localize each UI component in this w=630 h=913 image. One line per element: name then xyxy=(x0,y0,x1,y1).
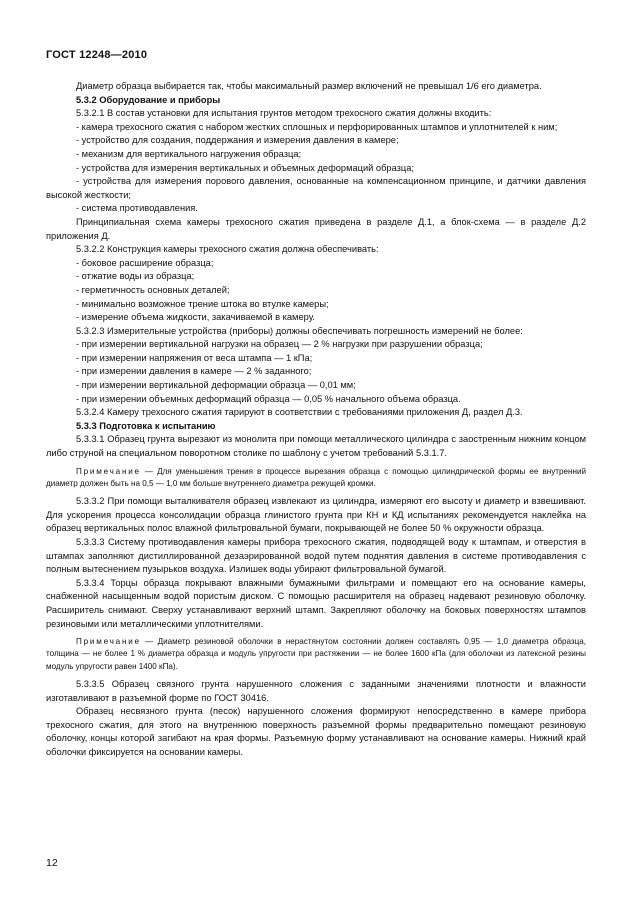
note-text: — Диаметр резиновой оболочки в нерастянутом состоянии должен составлять 0,95 — 1,0 диаметра образца, толщина — не более 1 % диаметра образца и модуль упругости при растяжении — не более 1600 кПа (для оболочки из латексной резины модуль упругости равен 1400 кПа). xyxy=(46,637,586,671)
list-item: - при измерении объемных деформаций образца — 0,05 % начального объема образца. xyxy=(76,393,461,404)
paragraph: Диаметр образца выбирается так, чтобы максимальный размер включений не превышал 1/6 его диаметра. xyxy=(76,81,542,91)
page-number: 12 xyxy=(46,857,58,869)
paragraph: 5.3.2.2 Конструкция камеры трехосного сжатия должна обеспечивать: xyxy=(76,244,379,255)
section-heading: 5.3.3 Подготовка к испытанию xyxy=(76,420,216,431)
paragraph: 5.3.3.1 Образец грунта вырезают из монолита при помощи металлического цилиндра с заостренным нижним концом либо струной на специальном поворотном столике по шаблону с учетом требований 5.3.1.7. xyxy=(46,434,586,459)
list-item: - система противодавления. xyxy=(76,203,198,214)
section-heading: 5.3.2 Оборудование и приборы xyxy=(76,94,221,105)
list-item: - при измерении вертикальной деформации образца — 0,01 мм; xyxy=(76,380,356,391)
list-item: - измерение объема жидкости, закачиваемой в камеру. xyxy=(76,312,315,323)
paragraph: 5.3.3.4 Торцы образца покрывают влажными бумажными фильтрами и помещают его на основание камеры, снабженной насыщенным водой пористым диском. С помощью расширителя на образец надевают резиновую оболочку. Расширитель снимают. Сверху устанавливают верхний штамп. Закрепляют оболочку на боковых поверхностях штампов резиновыми или металлическими уплотнителями. xyxy=(46,577,586,629)
document-header: ГОСТ 12248—2010 xyxy=(46,49,148,61)
paragraph: Образец несвязного грунта (песок) нарушенного сложения формируют непосредственно в камере прибора трехосного сжатия, для этого на внутреннюю поверхность разъемной формы предварительно помещают резиновую оболочку, концы которой загибают на края формы. Разъемную форму устанавливают на основание камеры. Нижний край оболочки фиксируется на основании камеры. xyxy=(46,706,586,758)
list-item: - механизм для вертикального нагружения образца; xyxy=(76,148,302,159)
list-item: - минимально возможное трение штока во втулке камеры; xyxy=(76,298,329,309)
paragraph: 5.3.3.3 Систему противодавления камеры прибора трехосного сжатия, подводящей воду к штампам, и отверстия в штампах заполняют дистиллированной дезаэрированной водой путем поднятия давления в системе противодавления с полным вытеснением пузырьков воздуха. Излишек воды убирают фильтровальной бумагой. xyxy=(46,537,586,575)
note-text: — Для уменьшения трения в процессе вырезания образца с помощью цилиндрической формы ее внутренний диаметр должен быть на 0,5 — 1,0 мм больше внутреннего диаметра режущей кромки. xyxy=(46,466,586,488)
list-item: - устройства для измерения порового давления, основанные на компенсационном принципе, и датчики давления высокой жесткости; xyxy=(46,176,586,200)
list-item: - боковое расширение образца; xyxy=(76,257,214,268)
note-paragraph xyxy=(46,636,586,673)
list-item: - при измерении напряжения от веса штампа — 1 кПа; xyxy=(76,352,313,363)
list-item: - устройства для измерения вертикальных и объемных деформаций образца; xyxy=(76,162,415,173)
list-item: - камера трехосного сжатия с набором жестких сплошных и перфорированных штампов и уплотнителей к ним; xyxy=(76,121,558,132)
paragraph: 5.3.2.1 В состав установки для испытания грунтов методом трехосного сжатия должны входить: xyxy=(76,108,492,119)
list-item: - герметичность основных деталей; xyxy=(76,284,230,295)
paragraph: 5.3.3.2 При помощи выталкивателя образец извлекают из цилиндра, измеряют его высоту и диаметр и взвешивают. Для ускорения процесса консолидации образца глинистого грунта при КН и КД испытаниях рекомендуется наклейка на образец вертикальных полос влажной фильтровальной бумаги, покрывающей не более 50 % окружности образца. xyxy=(46,496,586,534)
list-item: - при измерении вертикальной нагрузки на образец — 2 % нагрузки при разрушении образца; xyxy=(76,339,483,350)
list-item: - устройство для создания, поддержания и измерения давления в камере; xyxy=(76,135,399,146)
paragraph: 5.3.2.3 Измерительные устройства (приборы) должны обеспечивать погрешность измерений не более: xyxy=(76,325,523,336)
document-body xyxy=(46,80,586,760)
note-label: Примечание xyxy=(76,637,141,647)
note-paragraph xyxy=(46,466,586,491)
list-item: - при измерении давления в камере — 2 % заданного; xyxy=(76,366,312,377)
paragraph: 5.3.2.4 Камеру трехосного сжатия тарируют в соответствии с требованиями приложения Д, раздел Д.3. xyxy=(76,407,523,418)
list-item: - отжатие воды из образца; xyxy=(76,271,195,282)
paragraph: 5.3.3.5 Образец связного грунта нарушенного сложения с заданными значениями плотности и влажности изготавливают в разъемной форме по ГОСТ 30416. xyxy=(46,679,586,703)
paragraph: Принципиальная схема камеры трехосного сжатия приведена в разделе Д.1, а блок-схема — в разделе Д.2 приложения Д. xyxy=(46,216,586,241)
note-label: Примечание xyxy=(76,466,141,476)
